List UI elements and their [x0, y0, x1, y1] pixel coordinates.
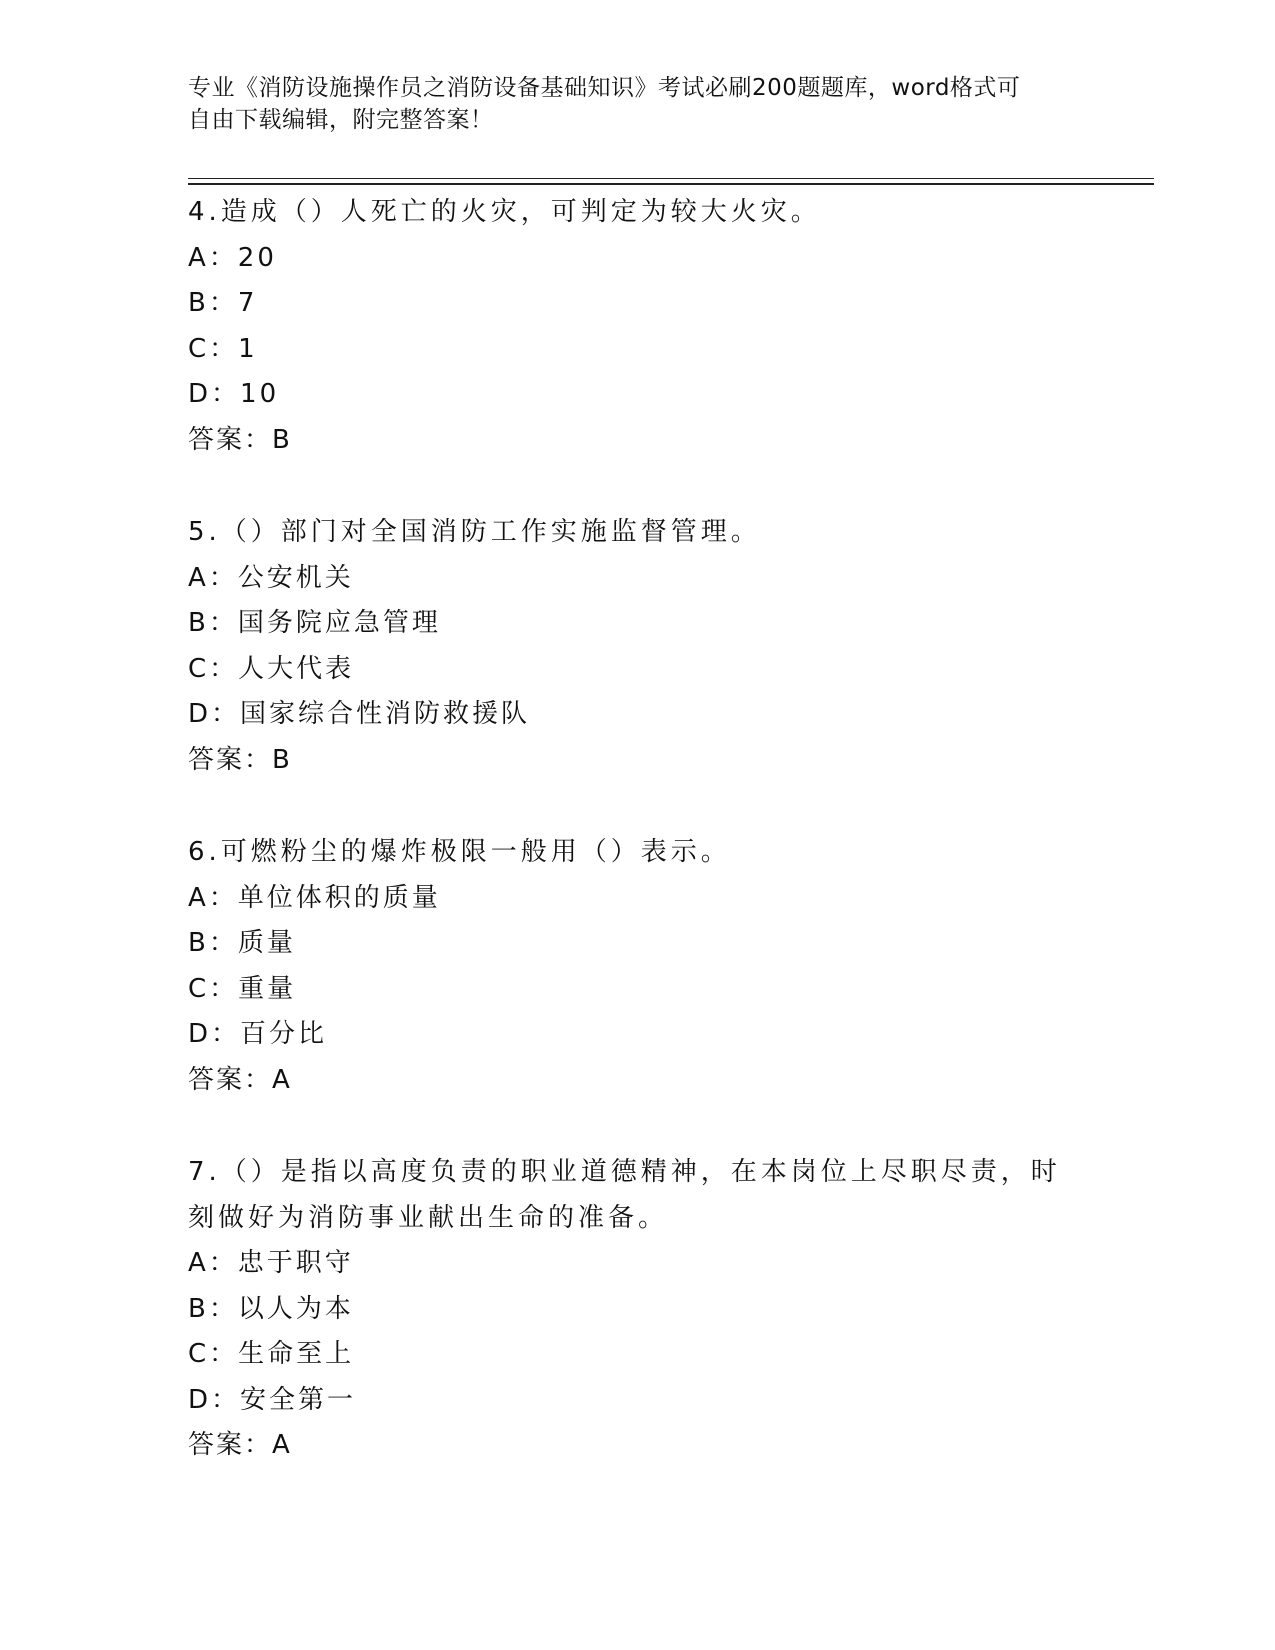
header-line-2: 自由下载编辑，附完整答案！ [188, 107, 494, 133]
option-d: D：百分比 [188, 1019, 328, 1049]
answer-line [188, 418, 1088, 464]
answer-label: 答案： [188, 744, 273, 775]
answer-value: A [272, 1430, 291, 1460]
option-a: A：单位体积的质量 [188, 882, 441, 913]
answer-line [188, 738, 1088, 784]
answer-value: B [272, 424, 291, 455]
question-item [188, 190, 1088, 463]
answer-label: 答案： [188, 1430, 273, 1460]
document-header [188, 72, 1068, 136]
answer-value: B [272, 744, 291, 775]
answer-value: A [272, 1064, 291, 1095]
option-a: A：公安机关 [188, 562, 354, 593]
question-list [188, 190, 1088, 1516]
option-a: A：忠于职守 [188, 1248, 354, 1278]
question-stem: 7.（）是指以高度负责的职业道德精神，在本岗位上尽职尽责，时刻做好为消防事业献出生命的准备。 [188, 1157, 1061, 1233]
header-line-1: 专业《消防设施操作员之消防设备基础知识》考试必刷200题题库，word格式可 [188, 75, 1021, 101]
option-b: B：以人为本 [188, 1293, 354, 1324]
question-stem: 5.（）部门对全国消防工作实施监督管理。 [188, 517, 761, 547]
option-b: B：质量 [188, 928, 296, 958]
question-item [188, 830, 1088, 1103]
option-d: D：安全第一 [188, 1384, 357, 1415]
question-stem: 4.造成（）人死亡的火灾，可判定为较大火灾。 [188, 197, 821, 227]
option-d: D：国家综合性消防救援队 [188, 699, 531, 729]
question-item [188, 510, 1088, 783]
option-c: C：人大代表 [188, 653, 355, 684]
answer-label: 答案： [188, 1064, 273, 1095]
answer-label: 答案： [188, 424, 273, 455]
option-b: B：7 [188, 288, 258, 318]
question-item [188, 1150, 1088, 1469]
header-divider-thick [188, 183, 1154, 185]
header-divider-thin [188, 178, 1154, 179]
option-c: C：生命至上 [188, 1339, 355, 1369]
option-d: D：10 [188, 379, 280, 409]
answer-line [188, 1058, 1088, 1104]
question-stem: 6.可燃粉尘的爆炸极限一般用（）表示。 [188, 837, 731, 867]
option-a: A：20 [188, 242, 277, 273]
answer-line [188, 1423, 1088, 1469]
option-b: B：国务院应急管理 [188, 608, 441, 638]
option-c: C：1 [188, 333, 258, 364]
option-c: C：重量 [188, 973, 297, 1004]
